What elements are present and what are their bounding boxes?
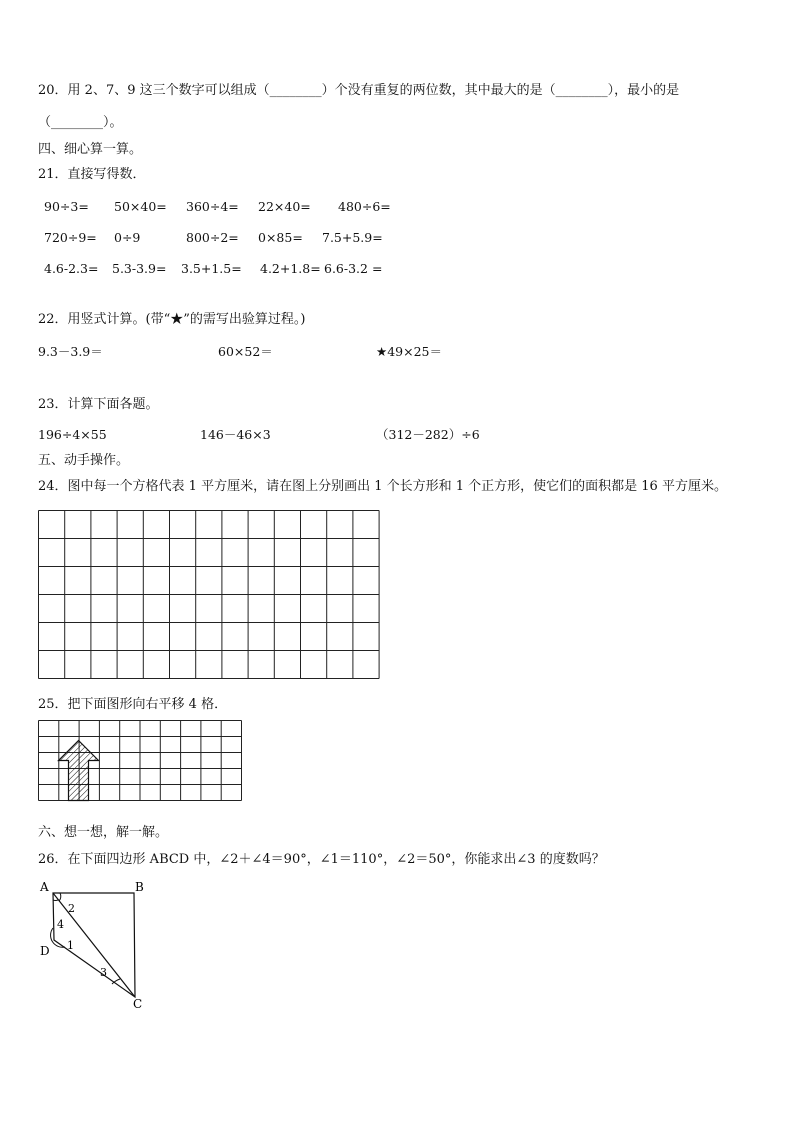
q21-item: 50×40=	[114, 199, 167, 214]
q24-title: 24．图中每一个方格代表 1 平方厘米，请在图上分别画出 1 个长方形和 1 个正方形，使它们的面积都是 16 平方厘米。	[38, 479, 727, 494]
q23-item: 146－46×3	[200, 427, 271, 442]
q21-item: 3.5+1.5=	[181, 261, 242, 276]
angle-label-4: 4	[57, 918, 64, 931]
q26-quadrilateral-figure	[30, 880, 160, 1015]
section-6-title: 六、想一想，解一解。	[38, 825, 169, 840]
q21-item: 5.3-3.9=	[112, 261, 167, 276]
section-4-title: 四、细心算一算。	[38, 142, 143, 157]
label-b: B	[135, 880, 144, 894]
q21-item: 22×40=	[258, 199, 311, 214]
q21-item: 360÷4=	[186, 199, 239, 214]
q23-item: （312－282）÷6	[376, 427, 480, 442]
angle-label-3: 3	[100, 966, 107, 979]
q21-item: 800÷2=	[186, 230, 239, 245]
q22-item: ★49×25＝	[376, 344, 442, 359]
arrow-shape	[59, 741, 99, 801]
q21-item: 0×85=	[258, 230, 303, 245]
q21-item: 90÷3=	[44, 199, 89, 214]
q22-item: 60×52＝	[218, 344, 273, 359]
q20-line2: （________）。	[38, 115, 123, 130]
label-d: D	[40, 944, 50, 958]
q23-item: 196÷4×55	[38, 427, 107, 442]
diagonal-ac	[53, 893, 135, 997]
q24-grid[interactable]	[38, 510, 380, 678]
q25-arrow-figure	[38, 720, 242, 802]
q21-item: 720÷9=	[44, 230, 97, 245]
q21-item: 4.6-2.3=	[44, 261, 99, 276]
q22-item: 9.3－3.9＝	[38, 344, 103, 359]
q23-title: 23．计算下面各题。	[38, 397, 159, 412]
q20-line1: 20．用 2、7、9 这三个数字可以组成（________）个没有重复的两位数，其中最大的是（________），最小的是	[38, 83, 680, 98]
q21-item: 7.5+5.9=	[322, 230, 383, 245]
angle-label-2: 2	[68, 902, 75, 915]
label-c: C	[133, 997, 143, 1011]
q21-item: 4.2+1.8=	[260, 261, 321, 276]
angle-2-arc	[59, 893, 61, 901]
q26-title: 26．在下面四边形 ABCD 中，∠2＋∠4＝90°，∠1＝110°，∠2＝50°，你能求出∠3 的度数吗？	[38, 852, 605, 867]
q22-title: 22．用竖式计算。(带“★”的需写出验算过程。)	[38, 312, 306, 327]
q21-item: 480÷6=	[338, 199, 391, 214]
q21-item: 6.6-3.2 =	[324, 261, 383, 276]
q21-title: 21．直接写得数．	[38, 167, 146, 182]
label-a: A	[40, 880, 49, 894]
q25-title: 25．把下面图形向右平移 4 格．	[38, 697, 228, 712]
section-5-title: 五、动手操作。	[38, 453, 130, 468]
angle-label-1: 1	[67, 939, 74, 952]
q21-item: 0÷9	[114, 230, 141, 245]
